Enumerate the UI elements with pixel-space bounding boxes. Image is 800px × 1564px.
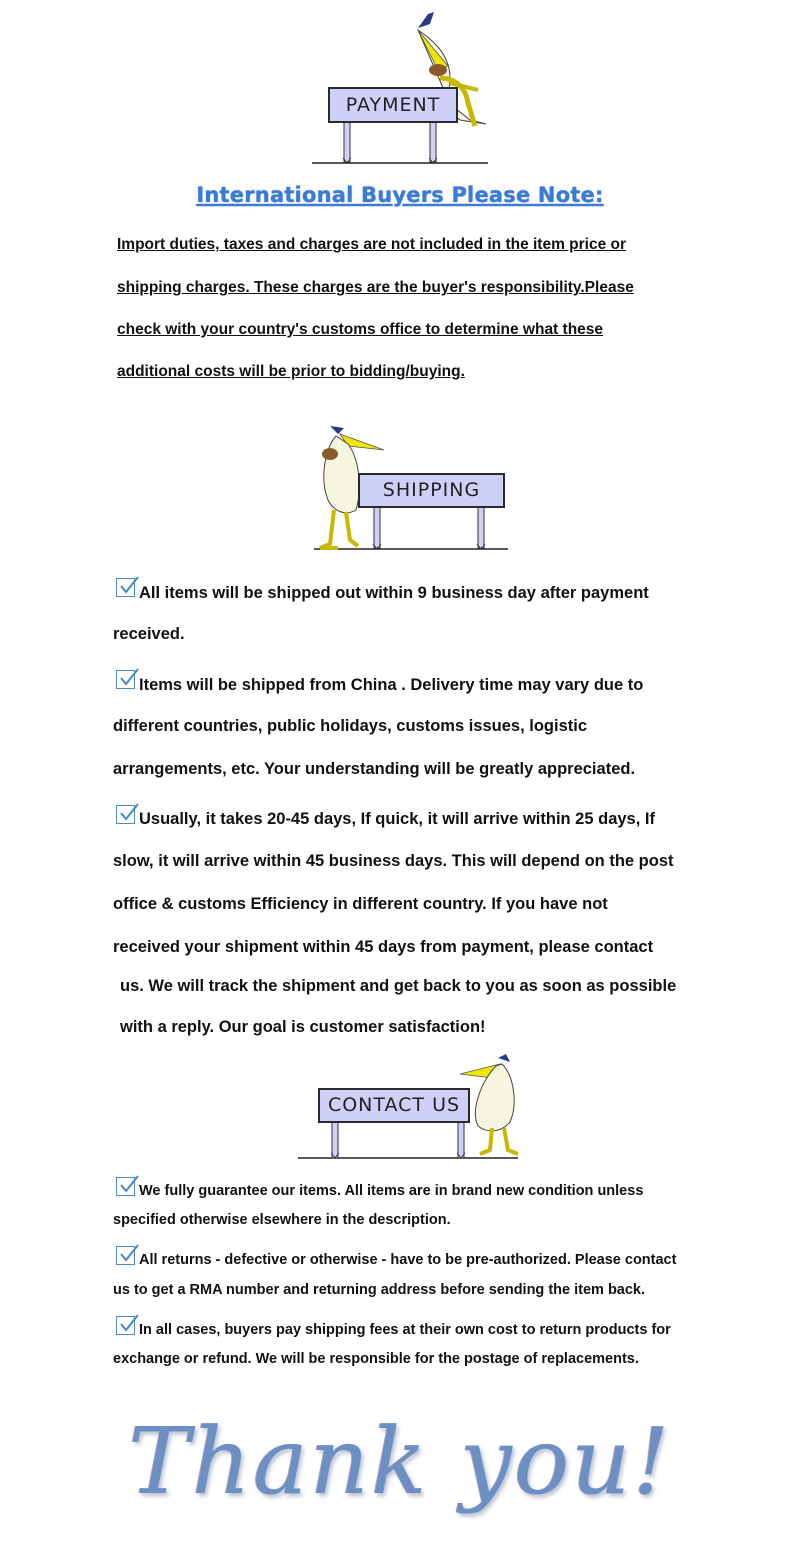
notice-line: shipping charges. These charges are the buyer's responsibility.Please (117, 279, 634, 296)
notice-line: check with your country's customs office to determine what these (117, 321, 604, 338)
contact-item-line: specified otherwise elsewhere in the description. (113, 1212, 451, 1228)
checkbox-checked-icon (116, 578, 135, 597)
contact-item-line: In all cases, buyers pay shipping fees at their own cost to return products for (139, 1322, 671, 1338)
contact-sign (318, 1088, 470, 1123)
contact-item-line: All returns - defective or otherwise - have to be pre-authorized. Please contact (139, 1252, 677, 1268)
shipping-item-line: received your shipment within 45 days from payment, please contact (113, 938, 654, 956)
checkbox-checked-icon (116, 1316, 135, 1335)
shipping-item-line: office & customs Efficiency in different country. If you have not (113, 895, 608, 913)
checkbox-checked-icon (116, 1246, 135, 1265)
shipping-item-line: with a reply. Our goal is customer satisfaction! (120, 1018, 486, 1036)
payment-sign-label: PAYMENT (345, 94, 441, 116)
thank-you-text: Thank you! (128, 1408, 672, 1515)
contact-item-line: us to get a RMA number and returning address before sending the item back. (113, 1282, 646, 1298)
shipping-item-line: All items will be shipped out within 9 business day after payment (139, 584, 649, 602)
notice-heading: International Buyers Please Note: (196, 183, 604, 207)
shipping-item-line: Items will be shipped from China . Delivery time may vary due to (139, 676, 644, 694)
contact-item-line: We fully guarantee our items. All items are in brand new condition unless (139, 1183, 644, 1199)
payment-sign (328, 87, 458, 123)
checkbox-checked-icon (116, 805, 135, 824)
contact-item-line: exchange or refund. We will be responsible for the postage of replacements. (113, 1351, 639, 1367)
shipping-item-line: us. We will track the shipment and get back to you as soon as possible (120, 977, 677, 995)
shipping-item-line: slow, it will arrive within 45 business days. This will depend on the post (113, 852, 674, 870)
shipping-sign (358, 473, 505, 508)
notice-line: additional costs will be prior to bidding/buying. (117, 363, 465, 380)
shipping-item-line: received. (113, 625, 185, 643)
shipping-sign-label: SHIPPING (382, 479, 481, 501)
notice-line: Import duties, taxes and charges are not included in the item price or (117, 236, 627, 253)
checkbox-checked-icon (116, 1177, 135, 1196)
shipping-item-line: Usually, it takes 20-45 days, If quick, it will arrive within 25 days, If (139, 810, 655, 828)
shipping-item-line: different countries, public holidays, customs issues, logistic (113, 717, 588, 735)
shipping-item-line: arrangements, etc. Your understanding will be greatly appreciated. (113, 760, 636, 778)
contact-sign-label: CONTACT US (327, 1094, 461, 1116)
checkbox-checked-icon (116, 670, 135, 689)
